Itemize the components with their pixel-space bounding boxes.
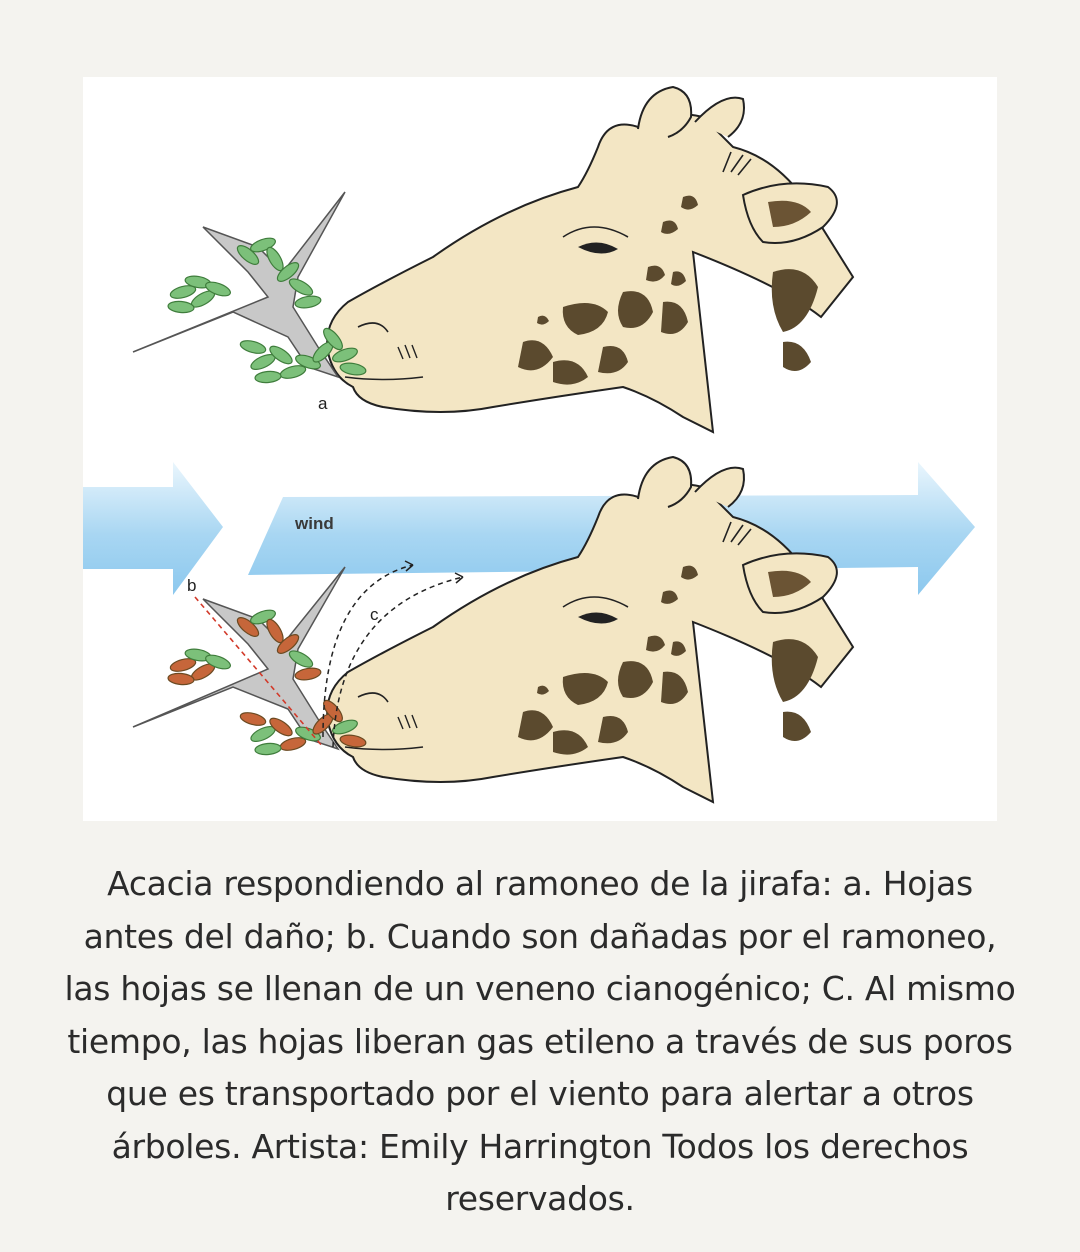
label-c: c (370, 605, 379, 624)
wind-label: wind (295, 514, 334, 533)
label-a: a (318, 394, 328, 413)
illustration-panel (83, 77, 997, 821)
figure-caption: Acacia respondiendo al ramoneo de la jirafa: a. Hojas antes del daño; b. Cuando son dañadas por el ramoneo, las hojas se llenan de un veneno cianogénico; C. Al mismo tiempo, las hojas liberan gas etileno a través de sus poros que es transportado por el viento para alertar a otros árboles. Artista: Emily Harrington Todos los derechos reservados. (64, 864, 1016, 1218)
acacia-giraffe-diagram (83, 77, 997, 821)
giraffe-head-top (327, 87, 853, 432)
wind-arrow-left (83, 462, 223, 595)
label-b: b (187, 576, 197, 595)
